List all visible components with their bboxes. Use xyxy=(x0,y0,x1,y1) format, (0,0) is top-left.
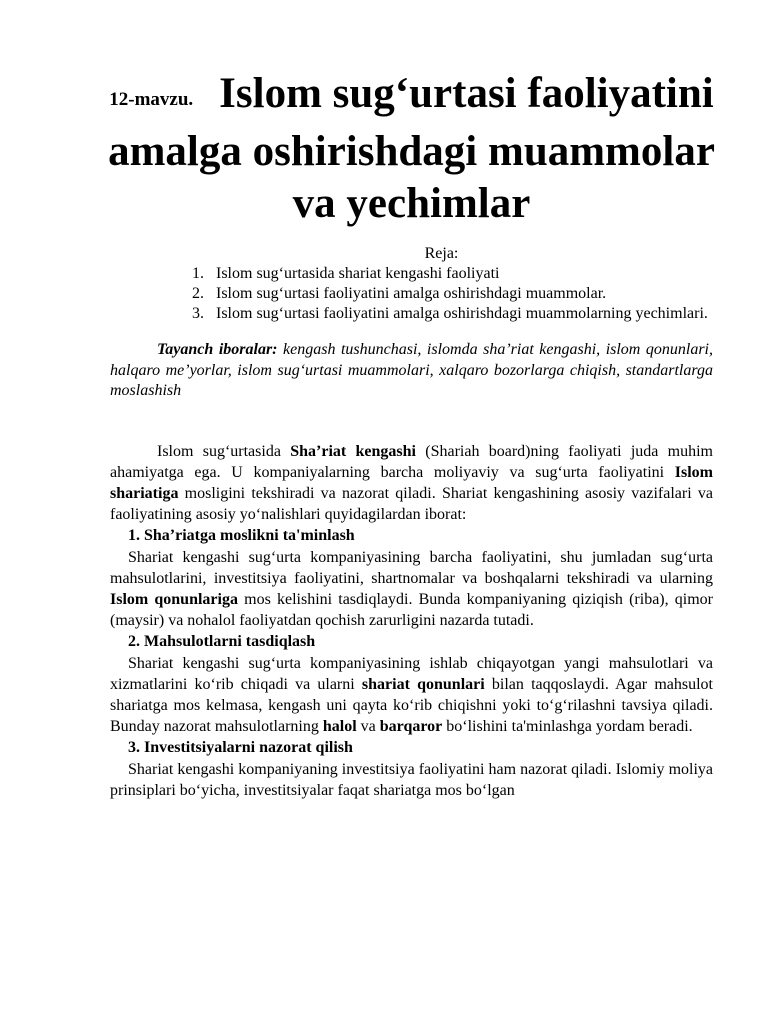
plan-item-text: Islom sug‘urtasi faoliyatini amalga oshirishdagi muammolarning yechimlari. xyxy=(216,305,708,322)
plan-item-text: Islom sug‘urtasida shariat kengashi faoliyati xyxy=(216,265,500,282)
title-heading: Islom sug‘urtasi faoliyatini amalga oshirishdagi muammolar va yechimlar xyxy=(108,70,715,227)
section-paragraph xyxy=(110,759,713,801)
plan-item-number: 1. xyxy=(192,265,204,282)
plan-heading: Reja: xyxy=(424,245,459,262)
section-text: bilan taqqoslaydi. Agar mahsulot shariatga mos kelmasa, kengash uni qayta ko‘rib chiqishni yoki to‘g‘rilashni tavsiya qiladi. Bunday nazorat mahsulotlarning xyxy=(110,675,713,736)
plan-item xyxy=(110,284,713,304)
intro-bold: Islom shariatiga xyxy=(110,463,713,502)
intro-text: Islom sug‘urtasida xyxy=(157,442,291,460)
document-page xyxy=(110,68,713,801)
plan-item xyxy=(110,264,713,284)
plan-list xyxy=(110,264,713,324)
intro-text: (Shariah board)ning faoliyati juda muhim ahamiyatga ega. U kompaniyalarning barcha moliyaviy va sug‘urta faoliyatini xyxy=(110,442,714,481)
section-paragraph xyxy=(110,547,713,632)
plan-item xyxy=(110,304,713,324)
keywords-paragraph xyxy=(110,340,713,402)
section-title: 2. Mahsulotlarni tasdiqlash xyxy=(128,633,316,651)
intro-paragraph xyxy=(110,441,713,526)
section-bold: halol xyxy=(322,718,357,736)
section-text: va xyxy=(356,718,380,736)
plan-item-number: 3. xyxy=(192,305,204,322)
section-bold: shariat qonunlari xyxy=(361,675,485,693)
section-bold: Islom qonunlariga xyxy=(110,590,238,608)
keywords-text: kengash tushunchasi, islomda sha’riat kengashi, islom qonunlari, halqaro me’yorlar, islom sug‘urtasi muammolari, xalqaro bozorlarga chiqish, standartlarga moslashish xyxy=(110,341,713,399)
keywords-label: Tayanch iboralar: xyxy=(157,341,278,358)
plan-item-text: Islom sug‘urtasi faoliyatini amalga oshirishdagi muammolar. xyxy=(216,285,607,302)
section-bold: barqaror xyxy=(379,718,443,736)
section-text: Shariat kengashi sug‘urta kompaniyasining barcha faoliyatini, shu jumladan sug‘urta mahsulotlarini, investitsiya faoliyatini, shartnomalar va boshqalarni tekshiradi va ularning xyxy=(110,548,713,587)
section-text: Shariat kengashi sug‘urta kompaniyasining ishlab chiqayotgan yangi mahsulotlari va xizmatlarini ko‘rib chiqadi va ularni xyxy=(110,654,713,693)
section-text: bo‘lishini ta'minlashga yordam beradi. xyxy=(442,718,693,736)
section-text: mos kelishini tasdiqlaydi. Bunda kompaniyaning qiziqish (riba), qimor (maysir) va nohalol faoliyatdan qochish zarurligini nazarda tutadi. xyxy=(110,590,714,630)
section-title: 1. Sha’riatga moslikni ta'minlash xyxy=(128,527,355,545)
document-title xyxy=(100,68,723,230)
intro-text: mosligini tekshiradi va nazorat qiladi. Shariat kengashining asosiy vazifalari va faoliyatining asosiy yo‘nalishlari quyidagilardan iborat: xyxy=(110,484,713,524)
section-title: 3. Investitsiyalarni nazorat qilish xyxy=(128,739,353,757)
plan-item-number: 2. xyxy=(192,285,204,302)
section-text: Shariat kengashi kompaniyaning investitsiya faoliyatini ham nazorat qiladi. Islomiy moliya prinsiplari bo‘yicha, investitsiyalar faqat shariatga mos bo‘lgan xyxy=(110,760,713,799)
section-paragraph xyxy=(110,653,713,738)
topic-label: 12-mavzu. xyxy=(109,89,194,110)
intro-bold: Sha’riat kengashi xyxy=(290,442,416,460)
